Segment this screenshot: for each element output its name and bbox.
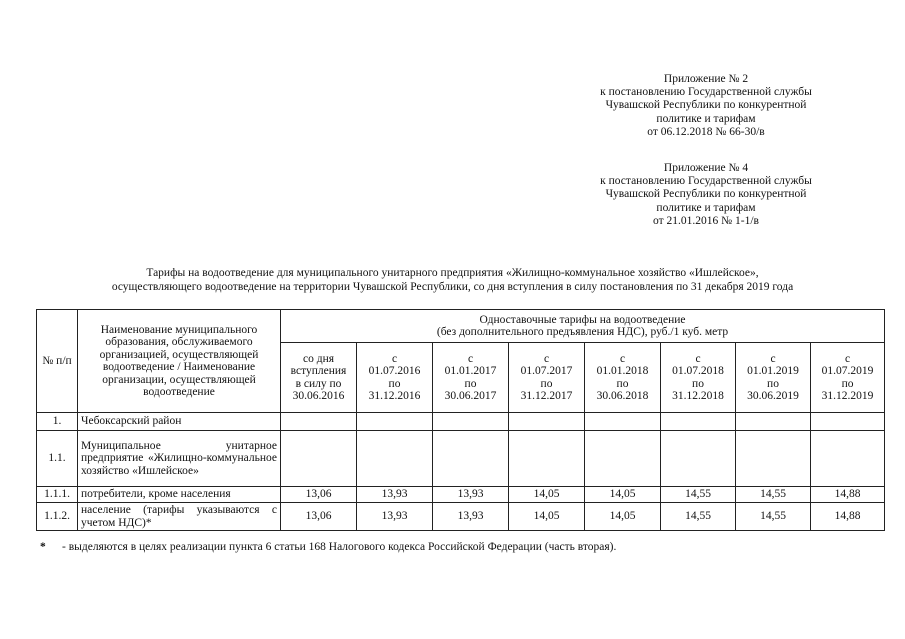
empty-cell (281, 431, 357, 487)
tariff-value: 14,88 (811, 487, 885, 503)
document-title-line2: осуществляющего водоотведение на территории Чувашской Республики, со дня вступления в силу постановления по 31 декабря 2019 года (111, 281, 794, 293)
period-6-l4: 31.12.2018 (672, 390, 724, 402)
period-5-l4: 30.06.2018 (596, 390, 649, 402)
empty-cell (661, 431, 736, 487)
period-1-l1: со дня (302, 352, 335, 365)
period-3-l1: с (467, 352, 474, 365)
tariff-value: 14,05 (509, 487, 585, 503)
appendix-4-line4: политике и тарифам (656, 201, 756, 214)
period-8-l2: 01.07.2019 (821, 365, 874, 377)
period-7-l4: 30.06.2019 (747, 390, 799, 402)
period-3-l4: 30.06.2017 (444, 390, 497, 402)
document-title-line1: Тарифы на водоотведение для муниципального унитарного предприятия «Жилищно-коммунальное хозяйство «Ишлейское», (146, 267, 759, 279)
period-1-l4: 30.06.2016 (292, 390, 345, 402)
header-period-6 (661, 343, 736, 413)
appendix-2-line4: политике и тарифам (656, 112, 756, 125)
header-tariff-group-line2: (без дополнительного предъявления НДС), руб./1 куб. метр (436, 326, 729, 338)
appendix-4-line5: от 21.01.2016 № 1-1/в (653, 214, 759, 227)
period-5-l2: 01.01.2018 (596, 365, 649, 377)
empty-cell (357, 431, 433, 487)
empty-cell (811, 413, 885, 431)
empty-cell (585, 413, 661, 431)
tariff-value: 13,06 (281, 487, 357, 503)
tariff-value: 14,55 (661, 487, 736, 503)
empty-cell (433, 431, 509, 487)
period-7-l2: 01.01.2019 (747, 365, 799, 377)
header-period-4 (509, 343, 585, 413)
header-period-3 (433, 343, 509, 413)
header-period-5 (585, 343, 661, 413)
period-8-l4: 31.12.2019 (821, 390, 874, 402)
tariff-value: 13,06 (281, 503, 357, 531)
section-name: Чебоксарский район (78, 413, 281, 431)
tariff-value: 14,05 (585, 487, 661, 503)
header-period-8 (811, 343, 885, 413)
period-6-l1: с (695, 352, 701, 365)
empty-cell (661, 413, 736, 431)
period-7-l3: по (767, 377, 779, 390)
empty-cell (585, 431, 661, 487)
tariff-value: 14,55 (736, 503, 811, 531)
appendix-4-line1: Приложение № 4 (663, 162, 749, 174)
appendix-2-line1: Приложение № 2 (663, 73, 749, 85)
header-period-2 (357, 343, 433, 413)
appendix-2-line5: от 06.12.2018 № 66-30/в (647, 125, 765, 138)
footnote-mark: * (40, 541, 46, 553)
tariff-value: 14,05 (585, 503, 661, 531)
period-3-l2: 01.01.2017 (444, 365, 497, 377)
table-row (37, 487, 885, 503)
period-4-l2: 01.07.2017 (520, 365, 573, 377)
appendix-2-line2: к постановлению Государственной службы (600, 86, 812, 99)
header-number: № п/п (37, 310, 78, 413)
period-1-l3: в силу по (295, 377, 342, 390)
tariff-value: 13,93 (357, 503, 433, 531)
empty-cell (509, 431, 585, 487)
tariff-value: 13,93 (357, 487, 433, 503)
period-5-l1: с (619, 352, 626, 365)
row-number: 1.1.2. (37, 503, 78, 531)
appendix-4-line3: Чувашской Республики по конкурентной (605, 188, 807, 201)
period-2-l2: 01.07.2016 (368, 365, 421, 377)
period-2-l3: по (388, 377, 401, 390)
tariff-value: 14,55 (736, 487, 811, 503)
period-2-l1: с (391, 352, 398, 365)
appendix-2-header (590, 73, 822, 139)
tariff-table (36, 309, 885, 531)
appendix-4-line2: к постановлению Государственной службы (600, 175, 812, 188)
period-4-l1: с (543, 352, 550, 365)
period-5-l3: по (616, 377, 629, 390)
empty-cell (736, 431, 811, 487)
empty-cell (433, 413, 509, 431)
empty-cell (509, 413, 585, 431)
period-3-l3: по (464, 377, 477, 390)
period-8-l3: по (841, 377, 854, 390)
tariff-value: 14,05 (509, 503, 585, 531)
period-7-l1: с (770, 352, 776, 365)
empty-cell (736, 413, 811, 431)
empty-cell (811, 431, 885, 487)
section-number: 1. (37, 413, 78, 431)
period-2-l4: 31.12.2016 (368, 390, 421, 402)
period-8-l1: с (844, 352, 851, 365)
tariff-value: 13,93 (433, 487, 509, 503)
table-header-row-1 (37, 310, 885, 343)
org-name: Муниципальное унитарное предприятие «Жилищно-коммунальное хозяйство «Ишлейское» (78, 431, 281, 487)
table-row (37, 503, 885, 531)
header-tariff-group-line1: Одноставочные тарифы на водоотведение (479, 313, 686, 326)
document-title (0, 266, 905, 294)
header-organization-name: Наименование муниципального образования, обслуживаемого организацией, осуществляющей водоотведение / Наименование организации, осуществляющей водоотведение (78, 310, 281, 413)
row-name: потребители, кроме населения (78, 487, 281, 503)
header-period-1 (281, 343, 357, 413)
tariff-value: 14,55 (661, 503, 736, 531)
period-4-l4: 31.12.2017 (520, 390, 573, 402)
tariff-value: 13,93 (433, 503, 509, 531)
period-6-l2: 01.07.2018 (672, 365, 724, 377)
row-number: 1.1.1. (37, 487, 78, 503)
tariff-value: 14,88 (811, 503, 885, 531)
period-4-l3: по (540, 377, 553, 390)
footnote-text: - выделяются в целях реализации пункта 6 статьи 168 Налогового кодекса Российской Федерации (часть вторая). (62, 541, 617, 553)
header-tariff-group (281, 310, 885, 343)
table-row-section (37, 413, 885, 431)
footnote (40, 541, 616, 553)
org-number: 1.1. (37, 431, 78, 487)
appendix-4-header (590, 162, 822, 228)
period-6-l3: по (692, 377, 704, 390)
empty-cell (281, 413, 357, 431)
header-period-7 (736, 343, 811, 413)
appendix-2-line3: Чувашской Республики по конкурентной (605, 99, 807, 112)
period-1-l2: вступления (290, 365, 347, 377)
empty-cell (357, 413, 433, 431)
table-row-organization (37, 431, 885, 487)
row-name: население (тарифы указываются с учетом НДС)* (78, 503, 281, 531)
